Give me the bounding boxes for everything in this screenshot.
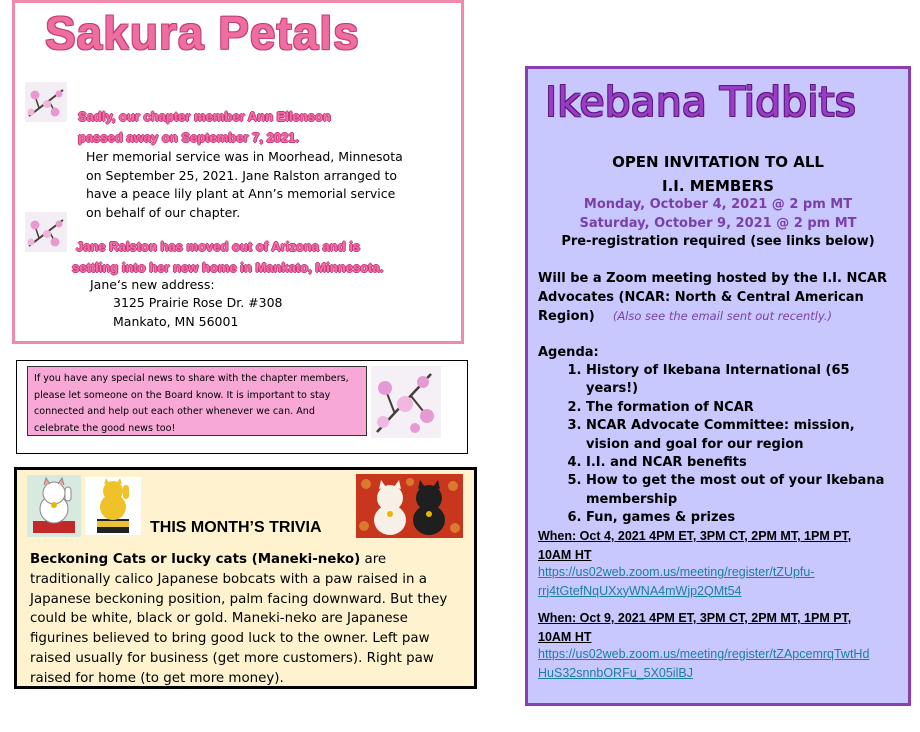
headline-line: Sadly, our chapter member Ann Ellenson: [78, 109, 331, 124]
paragraph-line: Her memorial service was in Moorhead, Minnesota: [86, 149, 403, 164]
invitation-line: OPEN INVITATION TO ALL: [612, 153, 824, 171]
link-line[interactable]: HuS32snnbORFu_5X05ilBJ: [538, 665, 693, 680]
notice-line: connected and help out each other whenever we can. And: [34, 406, 315, 417]
address-block: [113, 294, 283, 331]
agenda-list: [540, 362, 890, 528]
agenda-item: 1. History of Ikebana International (65 years!): [586, 362, 890, 399]
agenda-item: 3. NCAR Advocate Committee: mission, vision and goal for our region: [586, 417, 890, 454]
headline-line: passed away on September 7, 2021.: [78, 130, 300, 145]
meeting-dates: [528, 196, 908, 233]
address-label: Jane‘s new address:: [90, 277, 215, 292]
headline-memorial: [78, 106, 331, 148]
when-line: 10AM HT: [538, 547, 592, 562]
cherry-blossom-icon: [25, 82, 67, 122]
lucky-cat-image: [27, 475, 81, 537]
when-oct9: [538, 609, 851, 646]
when-line: When: Oct 4, 2021 4PM ET, 3PM CT, 2PM MT, 1PM PT,: [538, 529, 852, 543]
paragraph-line: have a peace lily plant at Ann’s memorial service: [86, 186, 396, 201]
agenda-item: 4. I.I. and NCAR benefits: [586, 454, 890, 472]
paragraph-line: on behalf of our chapter.: [86, 204, 241, 220]
headline-moved: [72, 236, 384, 278]
agenda-label: Agenda:: [538, 345, 599, 360]
zoom-line: Will be a Zoom meeting hosted by the I.I. NCAR: [538, 271, 887, 286]
paragraph-line: on September 25, 2021. Jane Ralston arranged to: [86, 167, 398, 183]
agenda-item: 5. How to get the most out of your Ikebana membership: [586, 472, 890, 509]
ikebana-title: Ikebana Tidbits: [545, 78, 856, 126]
notice-text: [34, 371, 364, 437]
headline-line: settling into her new home in Mankato, Minnesota.: [72, 260, 384, 275]
zoom-note: (Also see the email sent out recently.): [612, 309, 833, 323]
trivia-body: are traditionally calico Japanese bobcats with a paw raised in a Japanese beckoning position, palm facing downward. But they could be white, black or gold. Maneki-neko are Japanese figurines believed to bring good luck to the owner. Left paw raised usually for business (get more customers). Right paw raised for home (to get more money).: [30, 552, 448, 686]
notice-line: please let someone on the Board know. It is important to stay: [34, 389, 331, 401]
register-link-oct4[interactable]: [538, 563, 815, 600]
when-line: When: Oct 9, 2021 4PM ET, 3PM CT, 2PM MT, 1PM PT,: [538, 611, 852, 625]
lucky-cats-photo: [356, 474, 463, 538]
notice-line: celebrate the good news too!: [34, 422, 176, 434]
sakura-title: Sakura Petals: [45, 7, 360, 59]
meeting-date: Monday, October 4, 2021 @ 2 pm MT: [583, 197, 853, 212]
trivia-title: THIS MONTH’S TRIVIA: [150, 519, 322, 536]
lucky-cat-image: [85, 477, 141, 535]
register-link-oct9[interactable]: [538, 645, 869, 682]
headline-line: Jane Ralston has moved out of Arizona and is: [76, 239, 361, 254]
agenda-item: 6. Fun, games & prizes: [586, 509, 890, 527]
link-line[interactable]: rrj4tGtefNqUXxyWNA4mWjp2QMt54: [538, 583, 742, 598]
preregistration-note: Pre-registration required (see links below): [561, 234, 875, 249]
meeting-date: Saturday, October 9, 2021 @ 2 pm MT: [579, 215, 857, 231]
zoom-line: Region): [538, 309, 595, 324]
zoom-description: [538, 270, 898, 327]
memorial-paragraph: [86, 148, 456, 222]
invitation-heading: [528, 150, 908, 198]
agenda-item: 2. The formation of NCAR: [586, 399, 890, 417]
cherry-blossom-icon: [25, 212, 67, 252]
address-line: 3125 Prairie Rose Dr. #308: [113, 295, 283, 310]
trivia-bold-lead: Beckoning Cats or lucky cats (Maneki-neko): [30, 552, 361, 567]
notice-line: If you have any special news to share with the chapter members,: [34, 373, 349, 384]
link-line[interactable]: https://us02web.zoom.us/meeting/register/tZApcemrqTwtHd: [538, 647, 870, 661]
when-line: 10AM HT: [538, 629, 592, 644]
trivia-paragraph: [30, 550, 470, 689]
when-oct4: [538, 527, 851, 564]
zoom-line: Advocates (NCAR: North & Central American: [538, 289, 864, 305]
address-line: Mankato, MN 56001: [113, 313, 239, 329]
invitation-line: I.I. MEMBERS: [662, 177, 774, 195]
cherry-blossom-icon: [371, 366, 441, 438]
link-line[interactable]: https://us02web.zoom.us/meeting/register/tZUpfu-: [538, 565, 815, 579]
